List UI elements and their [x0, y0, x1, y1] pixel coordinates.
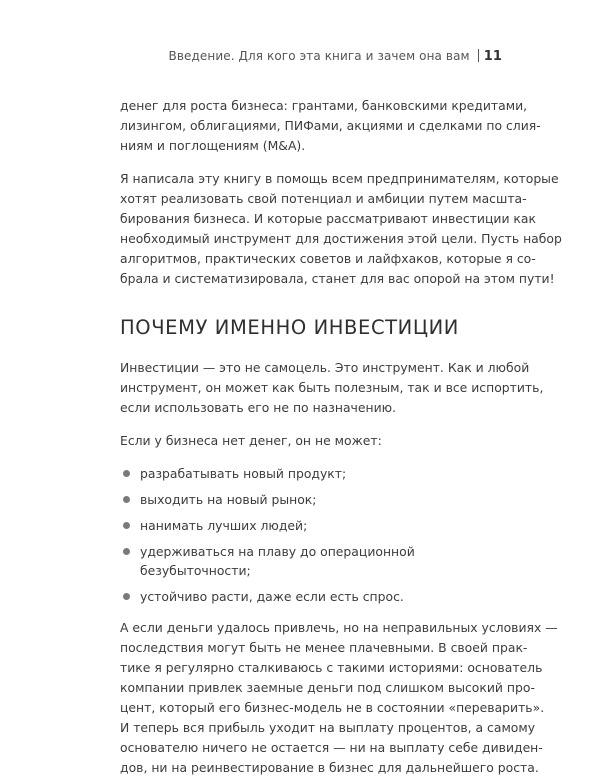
- bullet-icon: [123, 548, 130, 555]
- list-item: [120, 516, 482, 535]
- tool-paragraph: [120, 358, 544, 418]
- list-item-text: выходить на новый рынок;: [140, 492, 317, 507]
- text-line: инструмент, он может как быть полезным, так и все испортить,: [120, 380, 544, 395]
- purpose-paragraph: [120, 169, 562, 289]
- list-item-text: разрабатывать новый продукт;: [140, 466, 347, 481]
- text-line: последствия могут быть не менее плачевными. В своей прак-: [120, 640, 528, 655]
- list-item-text: удерживаться на плаву до операционной безубыточности;: [140, 544, 415, 578]
- list-item: [120, 464, 482, 483]
- text-line: основателю ничего не остается — ни на выплату себе дивиден-: [120, 740, 543, 755]
- text-line: бирования бизнеса. И которые рассматривают инвестиции как: [120, 211, 536, 226]
- page-content: [120, 96, 562, 778]
- consequences-list: [120, 464, 482, 606]
- text-line: цент, который его бизнес-модель не в состоянии «переварить».: [120, 700, 545, 715]
- text-line: тике я регулярно сталкиваюсь с такими историями: основатель: [120, 660, 543, 675]
- running-head: [169, 49, 502, 64]
- bullet-icon: [123, 496, 130, 503]
- bullet-icon: [123, 470, 130, 477]
- text-line: если использовать его не по назначению.: [120, 400, 397, 415]
- no-money-intro: [120, 431, 482, 451]
- bullet-icon: [123, 522, 130, 529]
- text-line: хотят реализовать свой потенциал и амбиции путем масшта-: [120, 191, 527, 206]
- text-line: алгоритмов, практических советов и лайфхаков, которые я со-: [120, 251, 536, 266]
- text-line: Я написала эту книгу в помощь всем предпринимателям, которые: [120, 171, 559, 186]
- page-number: 11: [483, 49, 502, 64]
- text-line: компании привлек заемные деньги под слишком высокий про-: [120, 680, 535, 695]
- list-item: [120, 490, 482, 509]
- intro-paragraph: [120, 96, 541, 156]
- header-separator: [478, 49, 479, 62]
- text-line: брала и систематизировала, станет для вас опорой на этом пути!: [120, 271, 555, 286]
- text-line: А если деньги удалось привлечь, но на неправильных условиях —: [120, 620, 558, 635]
- text-line: И теперь вся прибыль уходит на выплату процентов, а самому: [120, 720, 536, 735]
- wrong-terms-paragraph: [120, 618, 558, 778]
- text-line: денег для роста бизнеса: грантами, банковскими кредитами,: [120, 98, 528, 113]
- text-line: Инвестиции — это не самоцель. Это инструмент. Как и любой: [120, 360, 530, 375]
- text-line: ниям и поглощениям (M&A).: [120, 138, 306, 153]
- running-title: Введение. Для кого эта книга и зачем она вам: [168, 49, 470, 63]
- text-line: необходимый инструмент для достижения этой цели. Пусть набор: [120, 231, 562, 246]
- section-heading: ПОЧЕМУ ИМЕННО ИНВЕСТИЦИИ: [120, 316, 459, 339]
- list-item-text: устойчиво расти, даже если есть спрос.: [140, 589, 404, 604]
- text-line: лизингом, облигациями, ПИФами, акциями и сделками по слия-: [120, 118, 541, 133]
- bullet-icon: [123, 593, 130, 600]
- list-item-text: нанимать лучших людей;: [140, 518, 308, 533]
- text-line: Если у бизнеса нет денег, он не может:: [120, 433, 382, 448]
- list-item: [120, 542, 482, 580]
- list-item: [120, 587, 482, 606]
- text-line: дов, ни на реинвестирование в бизнес для дальнейшего роста.: [120, 760, 539, 775]
